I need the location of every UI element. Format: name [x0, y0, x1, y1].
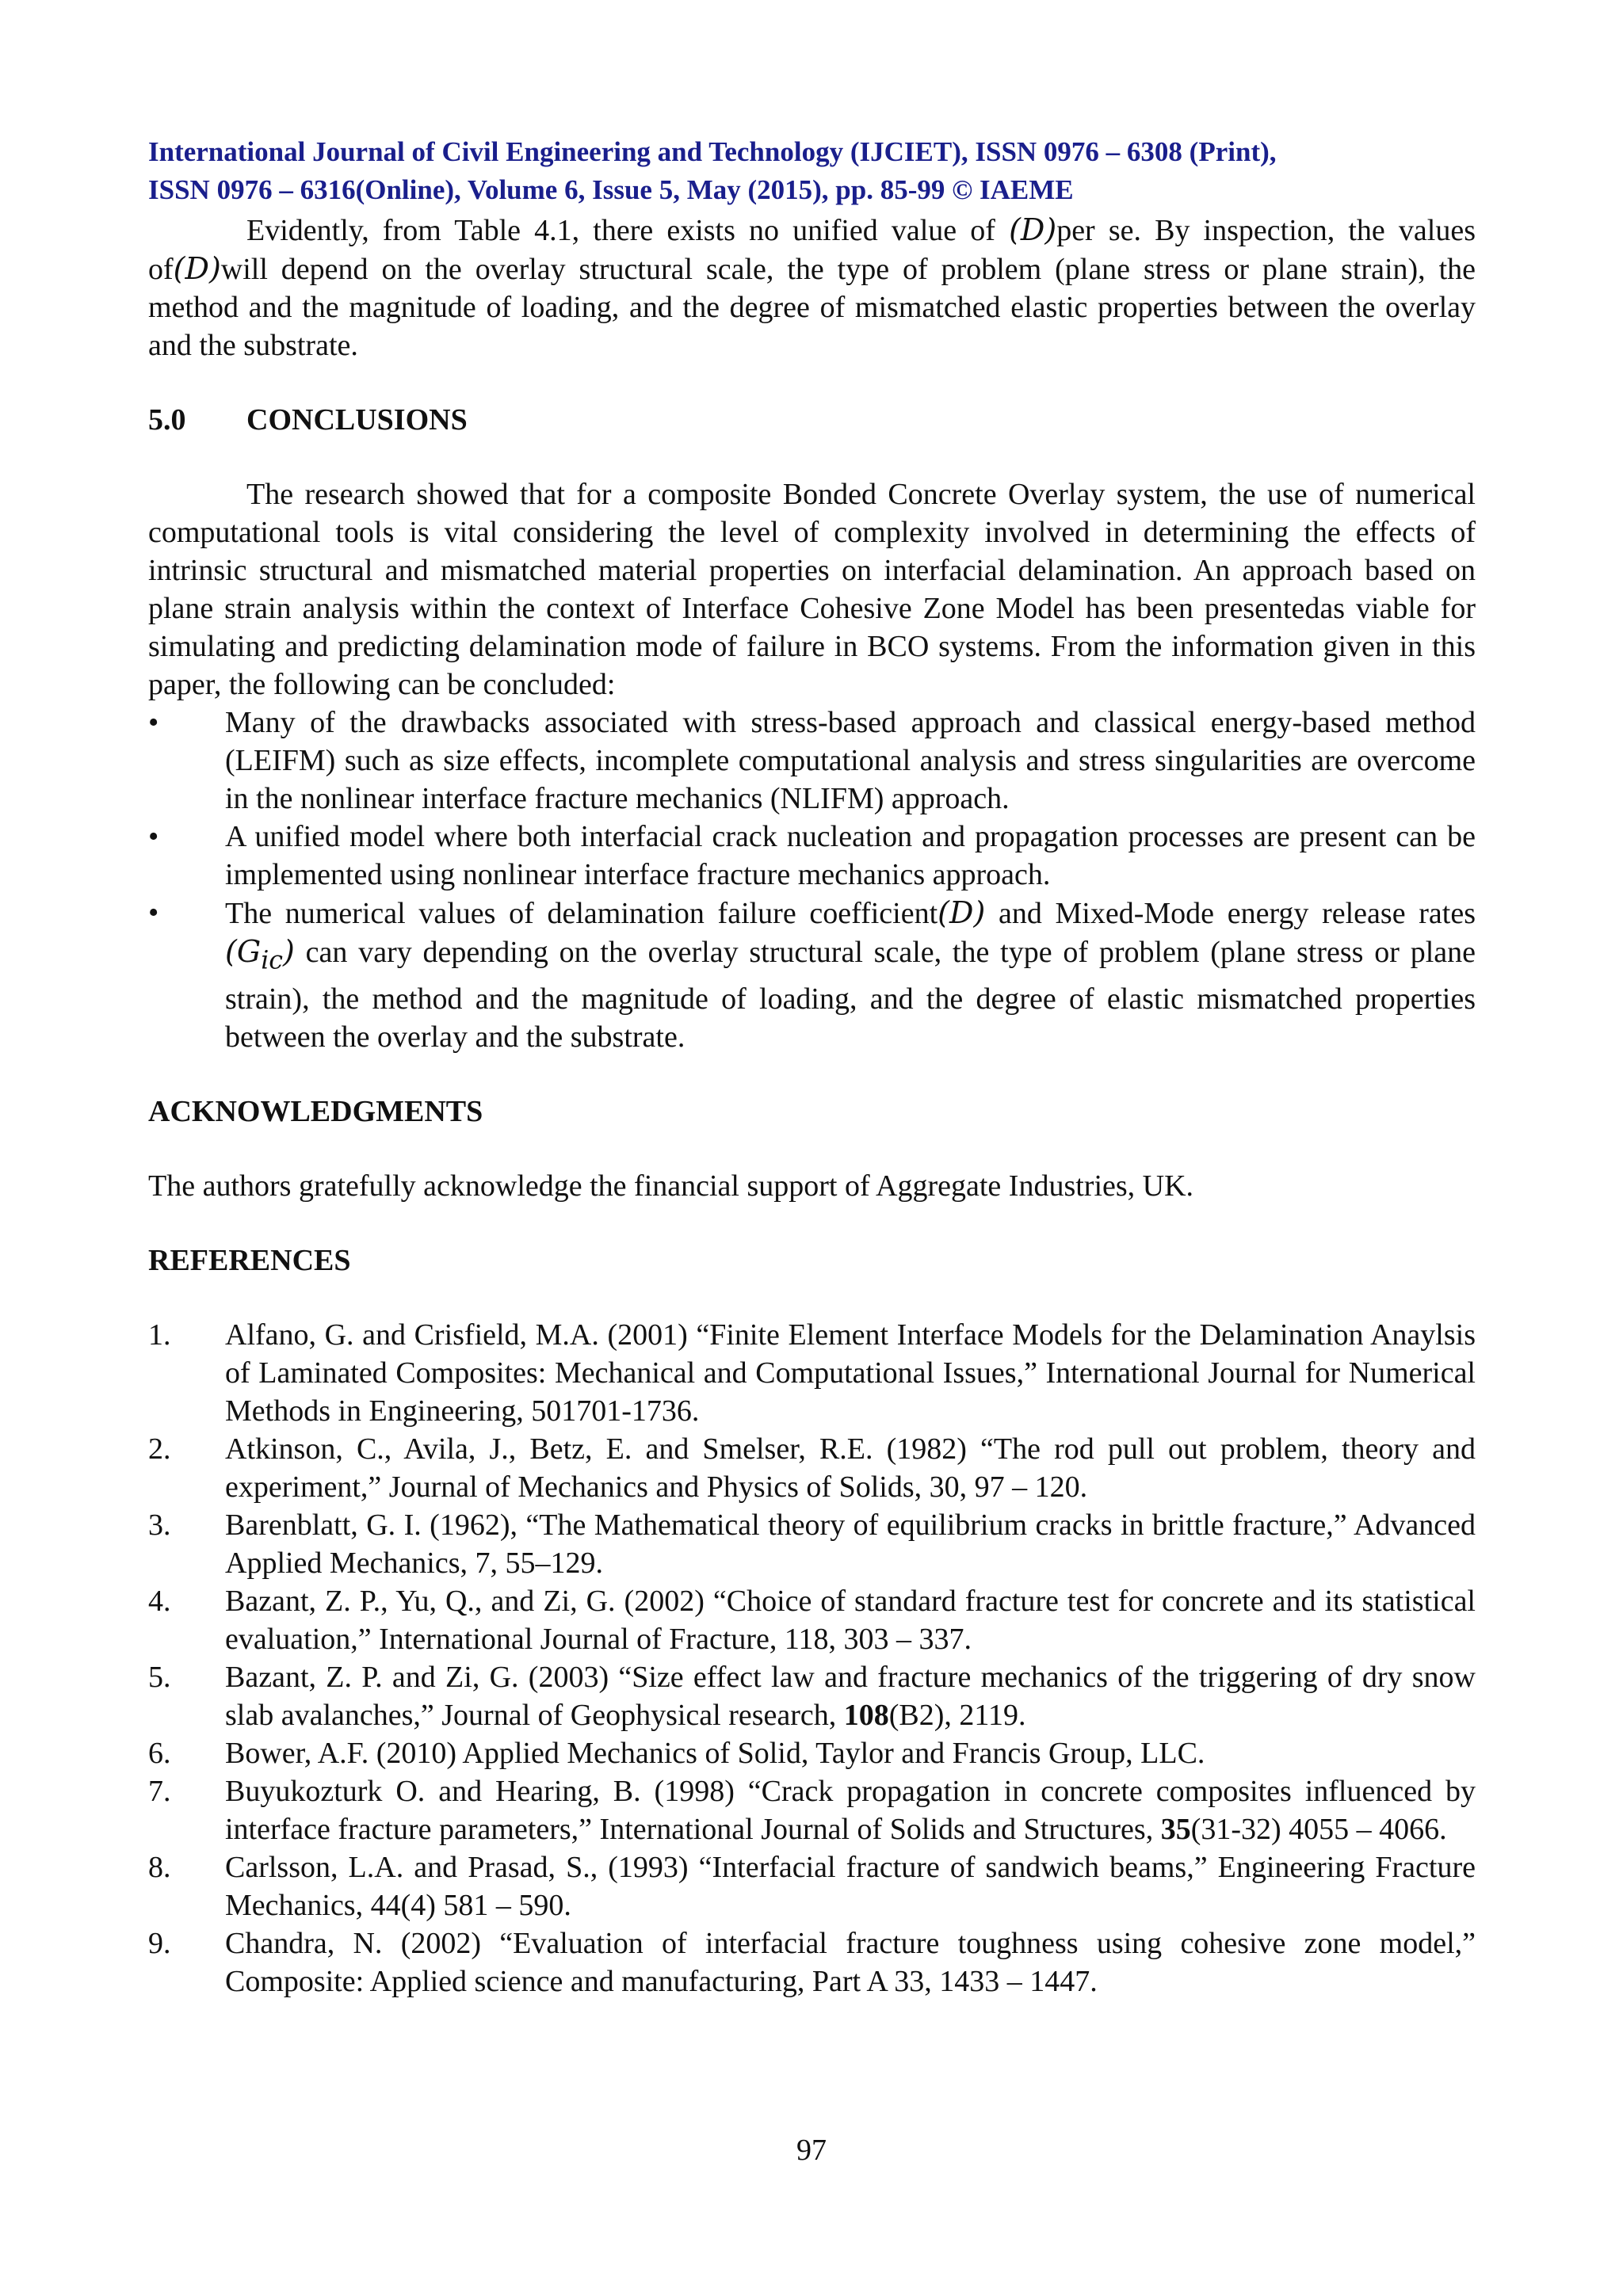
section-title: CONCLUSIONS: [246, 403, 468, 437]
reference-text-post: (31-32) 4055 – 4066.: [1190, 1812, 1447, 1846]
reference-volume: 35: [1160, 1812, 1191, 1846]
reference-text-pre: Bazant, Z. P. and Zi, G. (2003) “Size effect law and fracture mechanics of the triggering of dry snow slab avalanches,” Journal of Geophysical research,: [225, 1660, 1476, 1732]
acknowledgments-heading: ACKNOWLEDGMENTS: [148, 1094, 483, 1128]
reference-number: 4.: [148, 1584, 171, 1618]
reference-text: Carlsson, L.A. and Prasad, S., (1993) “Interfacial fracture of sandwich beams,” Engineering Fracture Mechanics, 44(4) 581 – 590.: [225, 1850, 1476, 1922]
list-item-text: A unified model where both interfacial crack nucleation and propagation processes are present can be implemented using nonlinear interface fracture mechanics approach.: [225, 820, 1476, 891]
reference-item: [148, 1316, 1476, 1430]
reference-text: Bazant, Z. P., Yu, Q., and Zi, G. (2002) “Choice of standard fracture test for concrete and its statistical evaluation,” International Journal of Fracture, 118, 303 – 337.: [225, 1584, 1476, 1656]
page-number: 97: [796, 2134, 827, 2167]
list-item: [148, 894, 1476, 1056]
list-item-text-3: can vary depending on the overlay structural scale, the type of problem (plane stress or plane strain), the method and the magnitude of loading, and the degree of elastic mismatched properties between the overlay and the substrate.: [225, 936, 1476, 1054]
math-d-symbol: (D): [1009, 212, 1057, 247]
reference-text-pre: Buyukozturk O. and Hearing, B. (1998) “Crack propagation in concrete composites influenced by interface fracture parameters,” International Journal of Solids and Structures,: [225, 1774, 1476, 1846]
list-item: [148, 818, 1476, 894]
conclusions-heading: [148, 401, 1476, 439]
math-gic-open: (G: [225, 934, 262, 969]
acknowledgments-text: The authors gratefully acknowledge the financial support of Aggregate Industries, UK.: [148, 1169, 1194, 1203]
math-gic-subscript: ic: [261, 946, 284, 975]
conclusions-paragraph: The research showed that for a composite Bonded Concrete Overlay system, the use of numerical computational tools is vital considering the level of complexity involved in determining the effects of intrinsic structural and mismatched material properties on interfacial delamination. An approach based on plane strain analysis within the context of Interface Cohesive Zone Model has been presentedas viable for simulating and predicting delamination mode of failure in BCO systems. From the information given in this paper, the following can be concluded:: [148, 478, 1476, 701]
section-number: 5.0: [148, 403, 186, 437]
intro-text-1: Evidently, from Table 4.1, there exists no unified value of: [246, 214, 1010, 247]
references-list: [148, 1316, 1476, 2000]
reference-text: Barenblatt, G. I. (1962), “The Mathematical theory of equilibrium cracks in brittle fracture,” Advanced Applied Mechanics, 7, 55–129.: [225, 1508, 1476, 1580]
reference-number: 7.: [148, 1774, 171, 1808]
reference-item: [148, 1658, 1476, 1734]
reference-number: 1.: [148, 1318, 171, 1352]
page-content: [148, 133, 1476, 2000]
reference-item: [148, 1582, 1476, 1658]
math-d-symbol: (D): [938, 895, 986, 930]
list-item-text: Many of the drawbacks associated with stress-based approach and classical energy-based method (LEIFM) such as size effects, incomplete computational analysis and stress singularities are overcome in the nonlinear interface fracture mechanics (NLIFM) approach.: [225, 706, 1476, 815]
reference-text: Chandra, N. (2002) “Evaluation of interfacial fracture toughness using cohesive zone model,” Composite: Applied science and manufacturing, Part A 33, 1433 – 1447.: [225, 1926, 1476, 1998]
bullet-icon: •: [148, 820, 159, 853]
math-gic-symbol: [225, 934, 295, 975]
reference-number: 5.: [148, 1660, 171, 1694]
reference-text: Bower, A.F. (2010) Applied Mechanics of Solid, Taylor and Francis Group, LLC.: [225, 1736, 1205, 1770]
journal-header-line-1: International Journal of Civil Engineering and Technology (IJCIET), ISSN 0976 – 6308 (Print),: [148, 136, 1277, 167]
math-d-symbol: (D): [173, 251, 221, 286]
reference-item: [148, 1734, 1476, 1772]
list-item: [148, 704, 1476, 818]
references-heading: REFERENCES: [148, 1243, 351, 1277]
reference-number: 9.: [148, 1926, 171, 1960]
intro-text-2: per se. By inspection, the values of: [148, 214, 1476, 286]
reference-item: [148, 1430, 1476, 1506]
reference-volume: 108: [843, 1698, 889, 1732]
conclusions-list: [148, 704, 1476, 1056]
bullet-icon: •: [148, 706, 159, 739]
reference-item: [148, 1848, 1476, 1924]
reference-item: [148, 1506, 1476, 1582]
journal-header-line-2: ISSN 0976 – 6316(Online), Volume 6, Issue 5, May (2015), pp. 85-99 © IAEME: [148, 174, 1074, 205]
reference-text: Alfano, G. and Crisfield, M.A. (2001) “Finite Element Interface Models for the Delamination Anaylsis of Laminated Composites: Mechanical and Computational Issues,” International Journal for Numerical Methods in Engineering, 501701-1736.: [225, 1318, 1476, 1428]
bullet-icon: •: [148, 896, 159, 929]
intro-paragraph: [148, 211, 1476, 364]
intro-text-3: will depend on the overlay structural scale, the type of problem (plane stress or plane strain), the method and the magnitude of loading, and the degree of mismatched elastic properties between the overlay and the substrate.: [148, 253, 1476, 362]
reference-item: [148, 1924, 1476, 2000]
reference-number: 2.: [148, 1432, 171, 1466]
math-gic-close: ): [283, 934, 295, 969]
reference-number: 8.: [148, 1850, 171, 1884]
reference-number: 6.: [148, 1736, 171, 1770]
list-item-text-1: The numerical values of delamination failure coefficient: [225, 897, 938, 930]
reference-text-post: (B2), 2119.: [888, 1698, 1026, 1732]
reference-text: Atkinson, C., Avila, J., Betz, E. and Smelser, R.E. (1982) “The rod pull out problem, theory and experiment,” Journal of Mechanics and Physics of Solids, 30, 97 – 120.: [225, 1432, 1476, 1504]
list-item-text-2: and Mixed-Mode energy release rates: [985, 897, 1476, 930]
reference-number: 3.: [148, 1508, 171, 1542]
reference-item: [148, 1772, 1476, 1848]
journal-header: [148, 133, 1476, 209]
